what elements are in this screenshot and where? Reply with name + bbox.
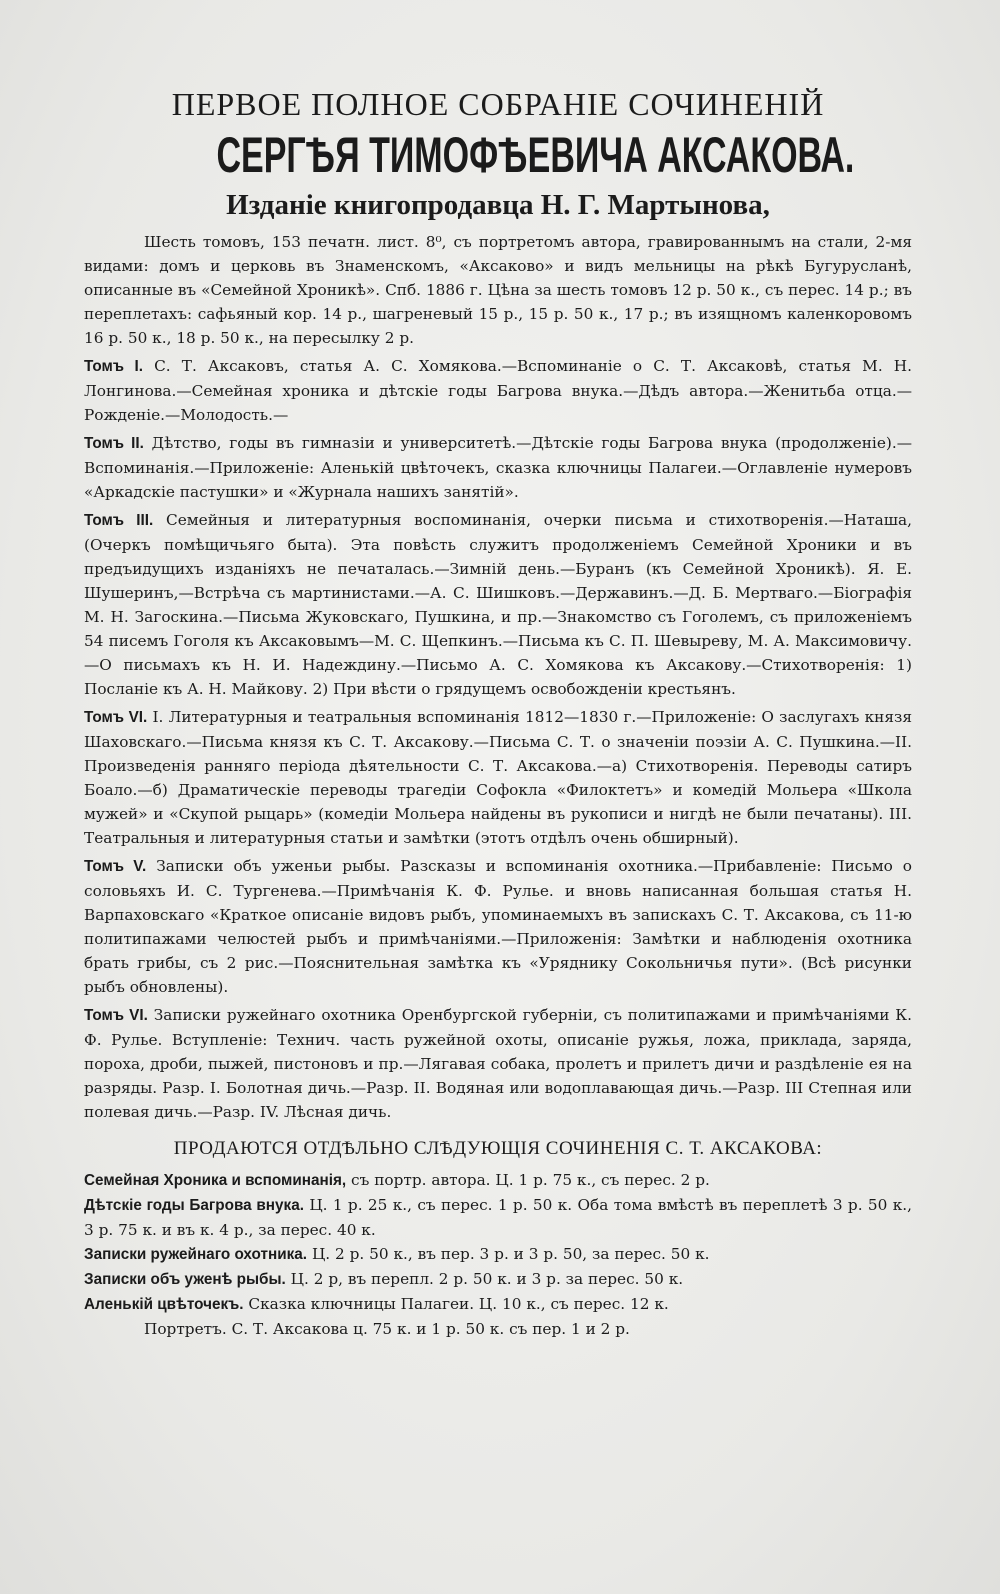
- volume-label: Томъ I.: [84, 358, 143, 375]
- volume-label: Томъ II.: [84, 435, 144, 452]
- volume-entry: [84, 705, 912, 850]
- sale-item-text: Сказка ключницы Палагеи. Ц. 10 к., съ перес. 12 к.: [248, 1295, 669, 1313]
- sale-item-text: Ц. 2 р. 50 к., въ пер. 3 р. и 3 р. 50, за перес. 50 к.: [311, 1245, 710, 1263]
- portrait-line: Портретъ. С. Т. Аксакова ц. 75 к. и 1 р. 50 к. съ пер. 1 и 2 р.: [144, 1320, 630, 1338]
- title-line-3: Изданіе книгопродавца Н. Г. Мартынова,: [226, 189, 770, 221]
- sale-item-title: Дѣтскіе годы Багрова внука.: [84, 1197, 304, 1214]
- volume-entry: [84, 1003, 912, 1124]
- volume-text: С. Т. Аксаковъ, статья А. С. Хомякова.—Вспоминаніе о С. Т. Аксаковѣ, статья М. Н. Лонгинова.—Семейная хроника и дѣтскіе годы Багрова внука.—Дѣдъ автора.—Женитьба отца.—Рожденіе.—Молодость.—: [84, 357, 912, 424]
- sale-item: [84, 1292, 912, 1317]
- intro-paragraph: Шесть томовъ, 153 печатн. лист. 8⁰, съ портретомъ автора, гравированнымъ на стали, 2-мя видами: домъ и церковь въ Знаменскомъ, «Аксаково» и видъ мельницы на рѣкѣ Бугурусланѣ, описанные въ «Семейной Хроникѣ». Спб. 1886 г. Цѣна за шесть томовъ 12 р. 50 к., съ перес. 14 р.; въ переплетахъ: сафьяный кор. 14 р., шагреневый 15 р., 15 р. 50 к., 17 р.; въ изящномъ каленкоровомъ 16 р. 50 к., 18 р. 50 к., на пересылку 2 р.: [84, 233, 912, 347]
- sale-item: [84, 1168, 912, 1193]
- title-line-2: СЕРГѢЯ ТИМОФѢЕВИЧА АКСАКОВА.: [216, 127, 855, 183]
- title-line-1: ПЕРВОЕ ПОЛНОЕ СОБРАНІЕ СОЧИНЕНІЙ: [171, 86, 825, 122]
- volume-label: Томъ III.: [84, 512, 154, 529]
- volume-label: Томъ VI.: [84, 1007, 148, 1024]
- sale-item-title: Записки объ уженѣ рыбы.: [84, 1271, 286, 1288]
- volume-entry: [84, 431, 912, 504]
- sale-item-title: Записки ружейнаго охотника.: [84, 1246, 308, 1263]
- sale-item-title: Аленькій цвѣточекъ.: [84, 1296, 244, 1313]
- volume-text: Записки объ уженьи рыбы. Разсказы и вспоминанія охотника.—Прибавленіе: Письмо о соловьяхъ И. С. Тургенева.—Примѣчанія К. Ф. Рульe. и вновь написанная большая статья Н. Варпаховскаго «Краткое описаніе видовъ рыбъ, упоминаемыхъ въ запискахъ С. Т. Аксакова, съ 11-ю политипажами челюстей рыбъ и примѣчаніями.—Приложенія: Замѣтки и наблюденія охотника брать грибы, съ 2 рис.—Пояснительная замѣтка къ «Уряднику Сокольничья пути». (Всѣ рисунки рыбъ обновлены).: [84, 857, 912, 996]
- volume-label: Томъ V.: [84, 858, 147, 875]
- sale-heading: ПРОДАЮТСЯ ОТДѢЛЬНО СЛѢДУЮЩІЯ СОЧИНЕНІЯ С. Т. АКСАКОВА:: [173, 1138, 823, 1159]
- volume-label: Томъ VI.: [84, 709, 148, 726]
- volume-entry: [84, 354, 912, 427]
- sale-item-title: Семейная Хроника и вспоминанія,: [84, 1172, 347, 1189]
- volume-text: Записки ружейнаго охотника Оренбургской губерніи, съ политипажами и примѣчаніями К. Ф. Рульe. Вступленіе: Технич. часть ружейной охоты, описаніе ружья, ложа, приклада, заряда, пороха, дроби, пыжей, пистоновъ и пр.—Лягавая собака, пролетъ и прилетъ дичи и раздѣленіе ея на разряды. Разр. I. Болотная дичь.—Разр. II. Водяная или водоплавающая дичь.—Разр. III Степная или полевая дичь.—Разр. IV. Лѣсная дичь.: [84, 1006, 912, 1121]
- sale-list: [84, 1168, 912, 1341]
- sale-item: [84, 1242, 912, 1267]
- sale-item-text: Ц. 1 р. 25 к., съ перес. 1 р. 50 к. Оба тома вмѣстѣ въ переплетѣ 3 р. 50 к., 3 р. 75 к. и въ к. 4 р., за перес. 40 к.: [84, 1196, 912, 1239]
- volume-text: Дѣтство, годы въ гимназіи и университетѣ.—Дѣтскіе годы Багрова внука (продолженіе).—Вспоминанія.—Приложеніе: Аленькій цвѣточекъ, сказка ключницы Палагеи.—Оглавленіе нумеровъ «Аркадскіе пастушки» и «Журнала нашихъ занятій».: [84, 434, 912, 501]
- volume-text: Семейныя и литературныя воспоминанія, очерки письма и стихотворенія.—Наташа, (Очеркъ помѣщичьяго быта). Эта повѣсть служитъ продолженіемъ Семейной Хроники и въ предъидущихъ изданіяхъ не печаталась.—Зимній день.—Буранъ (къ Семейной Хроникѣ). Я. Е. Шушеринъ,—Встрѣча съ мартинистами.—А. С. Шишковъ.—Державинъ.—Д. Б. Мертваго.—Біографія М. Н. Загоскина.—Письма Жуковскаго, Пушкина, и пр.—Знакомство съ Гоголемъ, съ приложеніемъ 54 писемъ Гоголя къ Аксаковымъ—М. С. Щепкинъ.—Письма къ С. П. Шевыреву, М. А. Максимовичу.—О письмахъ къ Н. И. Надеждину.—Письмо А. С. Хомякова къ Аксакову.—Стихотворенія: 1) Посланіе къ А. Н. Майкову. 2) При вѣсти о грядущемъ освобожденіи крестьянъ.: [84, 511, 912, 698]
- sale-item: [84, 1267, 912, 1292]
- volume-text: I. Литературныя и театральныя вспоминанія 1812—1830 г.—Приложеніе: О заслугахъ князя Шаховскаго.—Письма князя къ С. Т. Аксакову.—Письма С. Т. о значеніи поэзіи А. С. Пушкина.—II. Произведенія ранняго періода дѣятельности С. Т. Аксакова.—а) Стихотворенія. Переводы сатиръ Боало.—б) Драматическіе переводы трагедіи Софокла «Филоктетъ» и комедій Мольера «Школа мужей» и «Скупой рыцарь» (комедіи Мольера найдены въ рукописи и нигдѣ не были печатаны). III. Театральныя и литературныя статьи и замѣтки (этотъ отдѣлъ очень обширный).: [84, 708, 912, 847]
- volume-entry: [84, 854, 912, 999]
- volumes-list: [84, 354, 912, 1124]
- sale-item: [84, 1193, 912, 1242]
- sale-item-text: Ц. 2 р, въ перепл. 2 р. 50 к. и 3 р. за перес. 50 к.: [290, 1270, 684, 1288]
- sale-item-text: съ портр. автора. Ц. 1 р. 75 к., съ перес. 2 р.: [351, 1171, 710, 1189]
- volume-entry: [84, 508, 912, 701]
